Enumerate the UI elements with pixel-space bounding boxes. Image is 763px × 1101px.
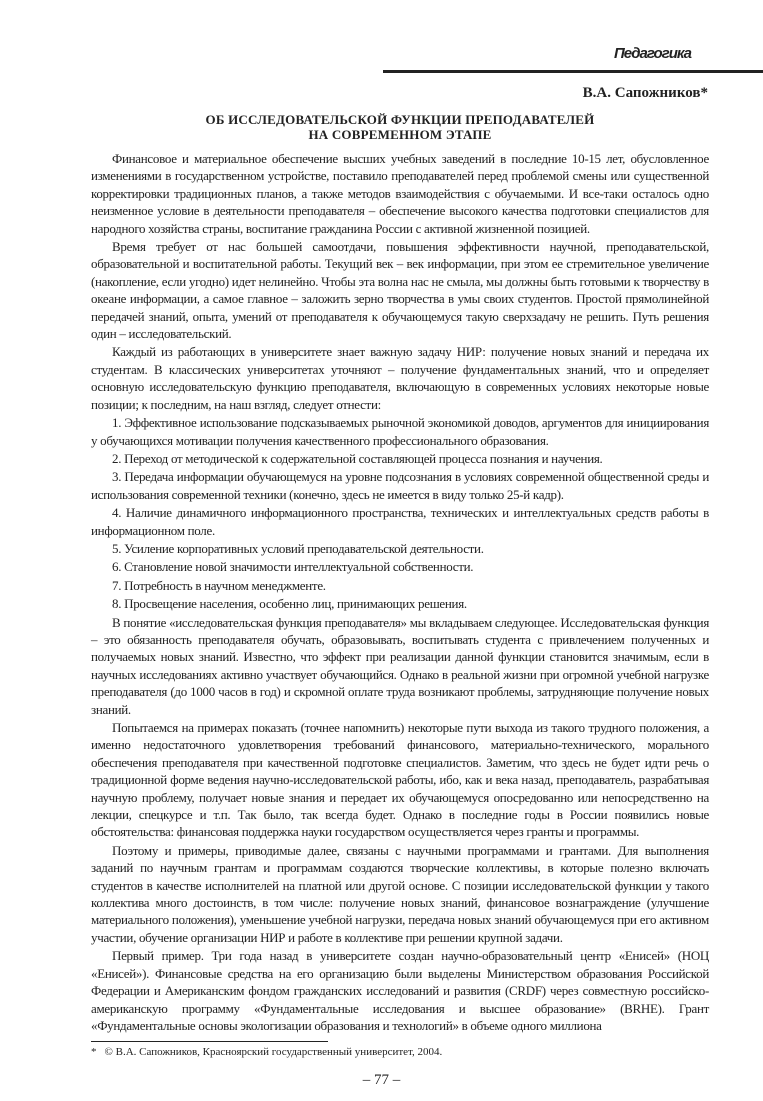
journal-section-header: Педагогика bbox=[613, 45, 691, 62]
article-title bbox=[91, 112, 709, 142]
paragraph: Поэтому и примеры, приводимые далее, связаны с научными программами и грантами. Для выполнения заданий по научным грантам и программам создаются творческие коллективы, в которые полезно включать студентов в качестве исполнителей на платной или другой основе. С позиции исследовательской функции у такого коллектива много достоинств, в том числе: получение новых знаний, финансовое вознаграждение (улучшение материального положения), уменьшение учебной нагрузки, передача новых знаний обучающемуся при его активном участии, обучение организации НИР и работе в коллективе при решении крупной задачи. bbox=[91, 842, 709, 945]
paragraph: Попытаемся на примерах показать (точнее напомнить) некоторые пути выхода из такого трудного положения, а именно недостаточного удовлетворения требований финансового, материально-технического, морального обеспечения преподавателя при качественной подготовке специалистов. Заметим, что здесь не будет идти речь о традиционной форме ведения научно-исследовательской работы, ибо, как и века назад, преподаватель, разрабатывая научную проблему, получает новые знания и передает их обучающемуся опосредованно или непосредственно на лекции, спецкурсе и т.п. Так было, так всегда будет. Однако в последние годы в России появились новые обстоятельства: финансовая поддержка науки государством осуществляется через гранты и программы. bbox=[91, 720, 709, 840]
paragraph: Каждый из работающих в университете знает важную задачу НИР: получение новых знаний и передача их студентам. В классических университетах уточняют – получение фундаментальных знаний, что и определяет основную исследовательскую функцию преподавателя, включающую в современных условиях некоторые новые позиции; к последним, на наш взгляд, следует отнести: bbox=[91, 344, 709, 412]
footnote bbox=[91, 1045, 763, 1059]
footnote-mark: * bbox=[91, 1046, 97, 1059]
list-item: 5. Усиление корпоративных условий преподавательской деятельности. bbox=[112, 540, 484, 556]
page-number: – 77 – bbox=[362, 1072, 401, 1089]
paragraph: В понятие «исследовательская функция преподавателя» мы вкладываем следующее. Исследовательская функция – это обязанность преподавателя обучать, образовывать, воспитывать студента с привлечением полученных и получаемых новых знаний. Известно, что эффект при реализации данной функции становится значимым, если в научных исследованиях активно участвует обучающийся. Однако в реальной жизни при огромной учебной нагрузке преподавателя (до 1000 часов в год) и скромной оплате труда возникают проблемы, затрудняющие получение новых знаний. bbox=[91, 614, 709, 717]
list-item: 6. Становление новой значимости интеллектуальной собственности. bbox=[112, 559, 474, 575]
list-item: 8. Просвещение населения, особенно лиц, принимающих решения. bbox=[112, 596, 467, 612]
author-name: В.А. Сапожников* bbox=[582, 85, 708, 101]
list-item: 7. Потребность в научном менеджменте. bbox=[112, 577, 326, 593]
title-line: НА СОВРЕМЕННОМ ЭТАПЕ bbox=[308, 127, 492, 142]
article-body bbox=[91, 150, 709, 1035]
footnote-text: © В.А. Сапожников, Красноярский государственный университет, 2004. bbox=[104, 1046, 443, 1059]
list-item: 2. Переход от методической к содержательной составляющей процесса познания и научения. bbox=[112, 450, 603, 466]
list-item: 3. Передача информации обучающемуся на уровне подсознания в условиях современной общественной среды и использования современной техники (конечно, здесь не имеется в виду только 25-й кадр). bbox=[91, 469, 709, 502]
footnote-rule bbox=[91, 1041, 328, 1042]
header-rule bbox=[383, 70, 763, 73]
list-item: 4. Наличие динамичного информационного пространства, технических и интеллектуальных средств работы в информационном поле. bbox=[91, 505, 709, 538]
list-item: 1. Эффективное использование подсказываемых рыночной экономикой доводов, аргументов для инициирования у обучающихся мотивации получения качественного профессионального образования. bbox=[91, 415, 709, 448]
paragraph: Время требует от нас большей самоотдачи, повышения эффективности научной, преподавательской, образовательной и воспитательной работы. Текущий век – век информации, при этом ее стремительное увеличение (накопление, если угодно) идет нелинейно. Чтобы эта волна нас не смыла, мы должны быть готовыми к творчеству в океане информации, а самое главное – заложить зерно творчества в умы своих студентов. Простой прямолинейной передачей знаний, опыта, умений от преподавателя к обучающемуся такую сверхзадачу не решить. Путь решения один – исследовательский. bbox=[91, 239, 709, 342]
paragraph: Финансовое и материальное обеспечение высших учебных заведений в последние 10-15 лет, обусловленное изменениями в государственном устройстве, поставило преподавателей перед проблемой смены или существенной корректировки традиционных планов, а также методов взаимодействия с обучаемыми. И все-таки осталось одно неизменное условие в деятельности преподавателя – обеспечение высокого качества подготовки специалистов для народного хозяйства страны, воспитание гражданина России с активной жизненной позицией. bbox=[91, 151, 709, 236]
paragraph: Первый пример. Три года назад в университете создан научно-образовательный центр «Енисей» (НОЦ «Енисей»). Финансовые средства на его организацию были выделены Министерством образования Российской Федерации и Американским фондом гражданских исследований и развития (CRDF) через совместную российско-американскую программу «Фундаментальные исследования и высшее образование» (BRHE). Грант «Фундаментальные основы экологизации образования и технологий» в объеме одного миллиона bbox=[91, 948, 709, 1033]
title-line: ОБ ИССЛЕДОВАТЕЛЬСКОЙ ФУНКЦИИ ПРЕПОДАВАТЕЛЕЙ bbox=[205, 112, 595, 127]
